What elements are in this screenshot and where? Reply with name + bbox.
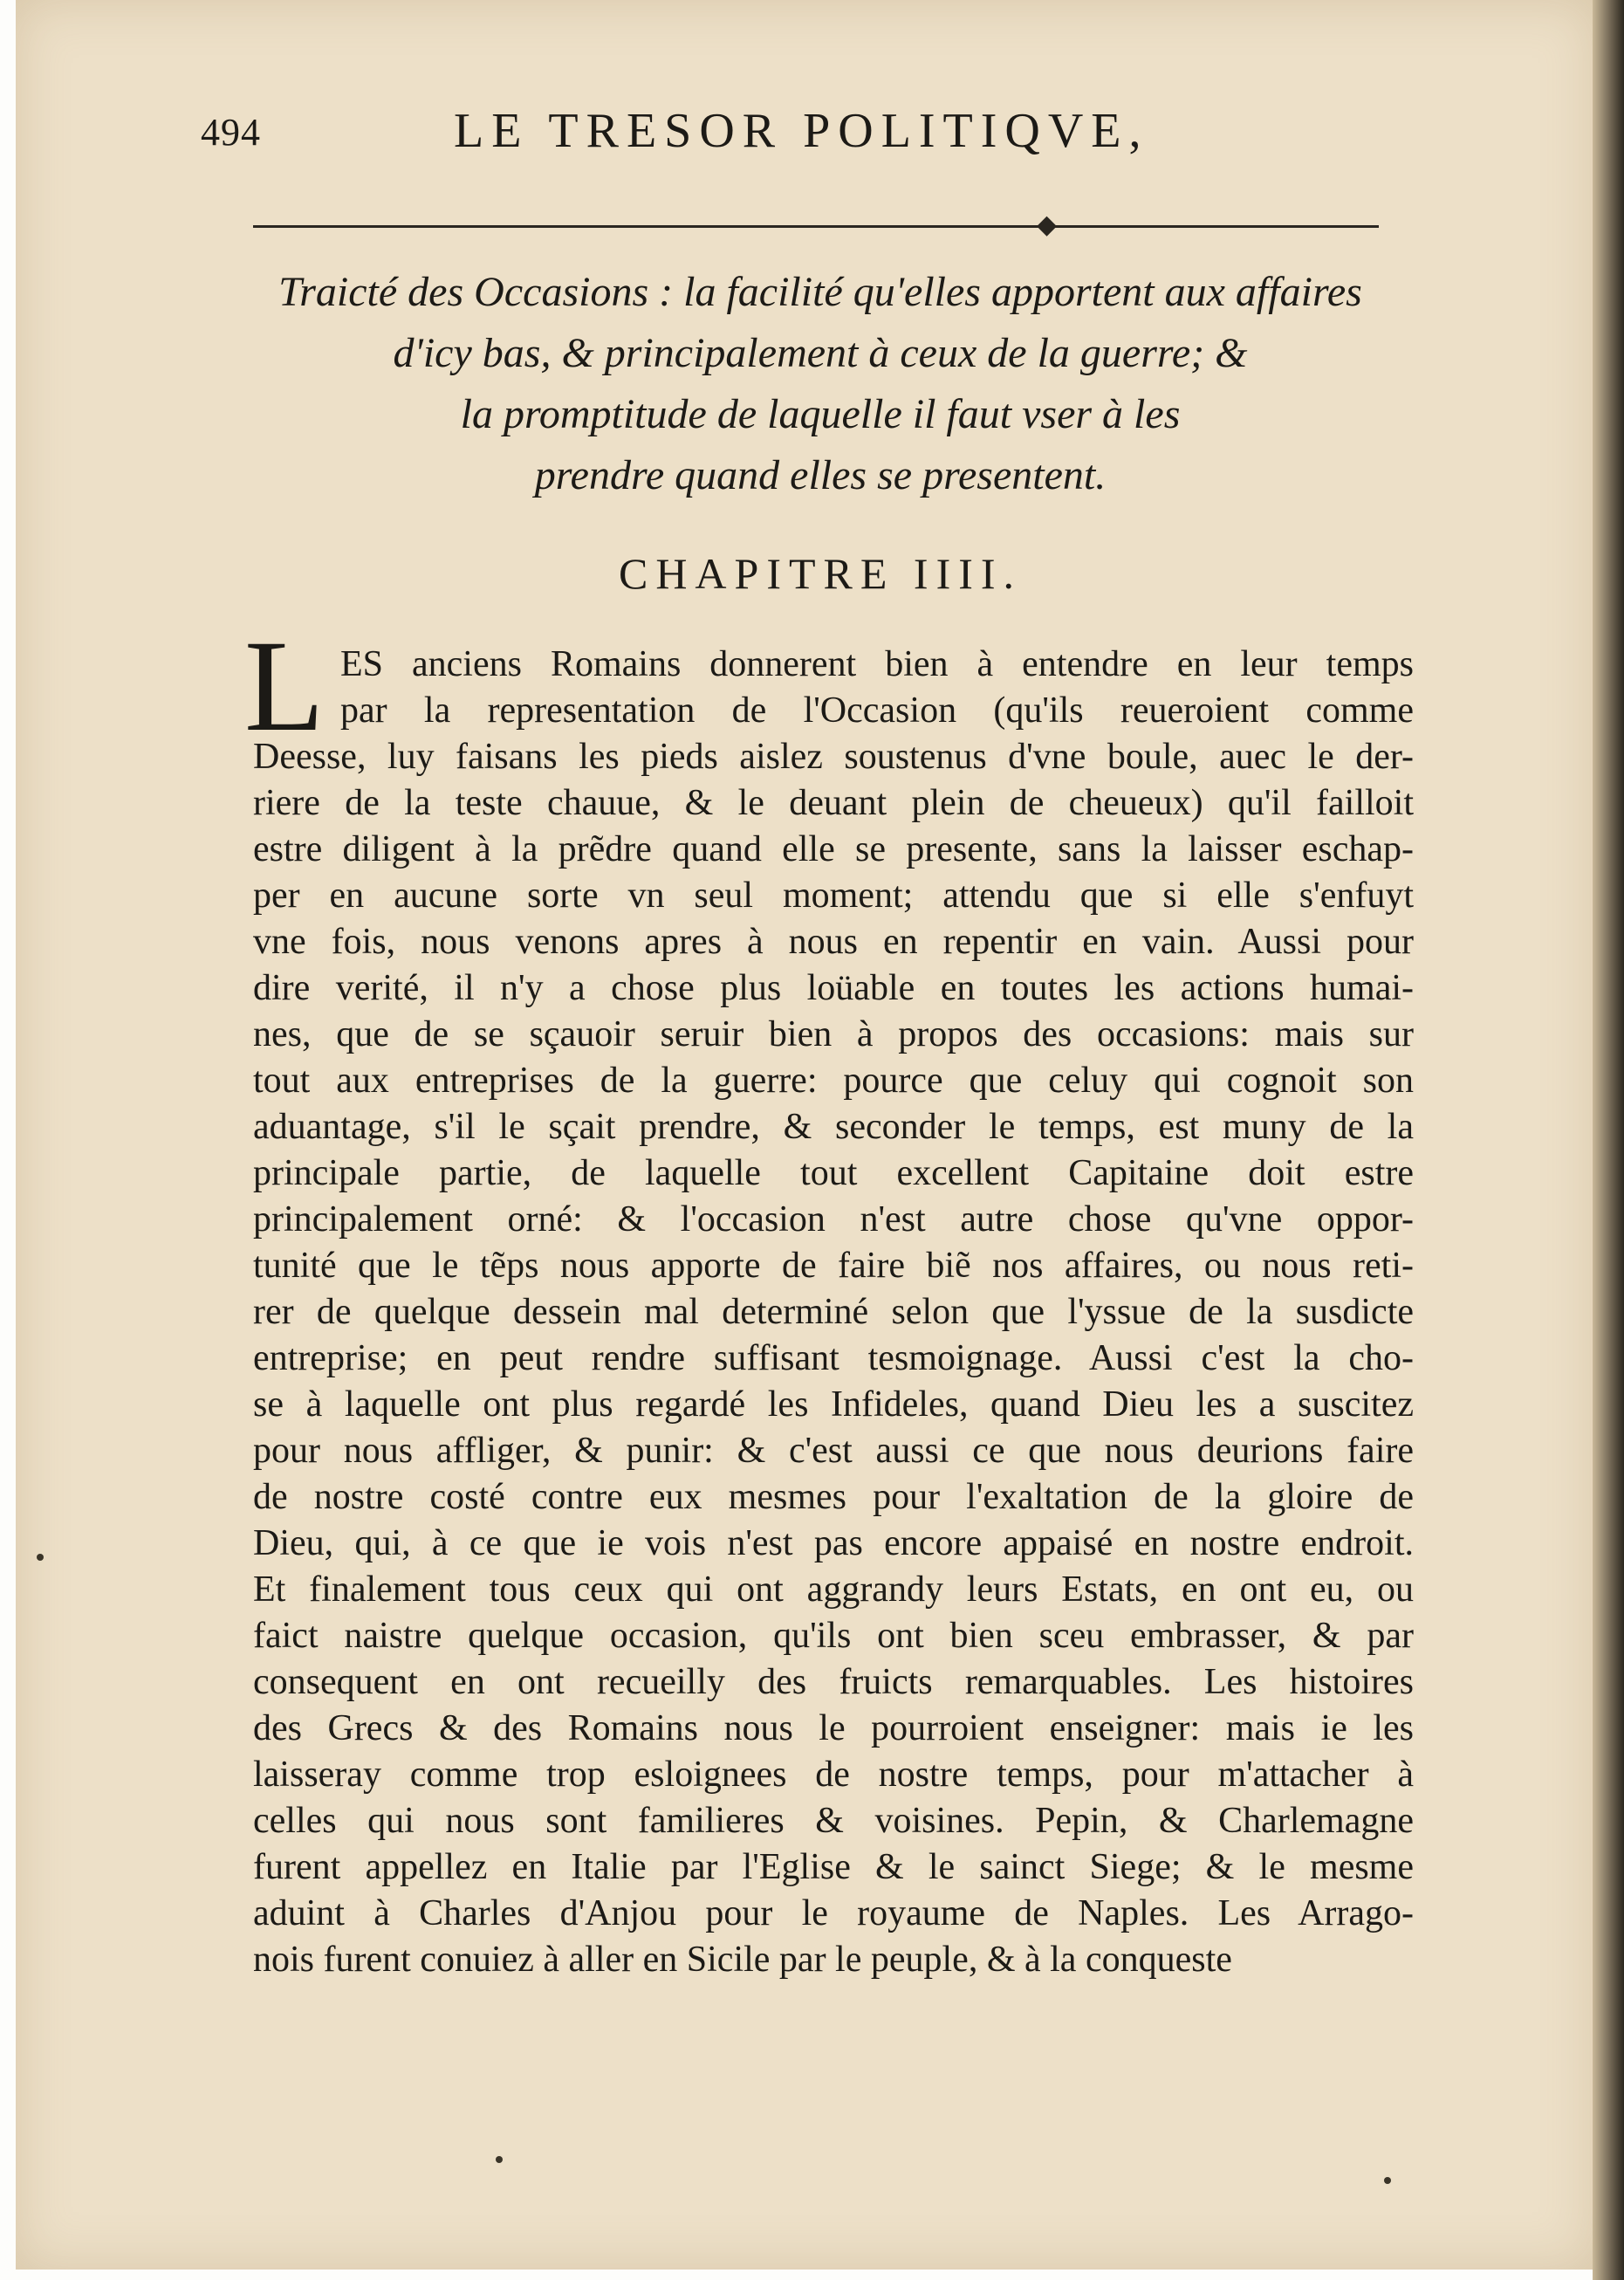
text-line: entreprise; en peut rendre suffisant tesmoignage. Aussi c'est la cho- [253, 1338, 1414, 1378]
text-line: aduantage, s'il le sçait prendre, & seconder le temps, est muny de la [253, 1107, 1414, 1147]
ornament-icon: ◆ [1037, 210, 1058, 239]
text-line: pour nous affliger, & punir: & c'est aussi ce que nous deurions faire [253, 1431, 1414, 1471]
text-line: Et finalement tous ceux qui ont aggrandy leurs Estats, en ont eu, ou [253, 1569, 1414, 1610]
text-line: Deesse, luy faisans les pieds aislez soustenus d'vne boule, auec le der- [253, 737, 1414, 777]
ink-speck [1384, 2177, 1391, 2184]
text-line: per en aucune sorte vn seul moment; attendu que si elle s'enfuyt [253, 876, 1414, 916]
chapter-summary [227, 262, 1414, 506]
summary-line: Traicté des Occasions : la facilité qu'elles apportent aux affaires [278, 269, 1362, 315]
text-line: nois furent conuiez à aller en Sicile par le peuple, & à la conqueste [253, 1940, 1232, 1980]
text-line: se à laquelle ont plus regardé les Infideles, quand Dieu les a suscitez [253, 1384, 1414, 1425]
text-line: tunité que le tẽps nous apporte de faire biẽ nos affaires, ou nous reti- [253, 1246, 1414, 1286]
text-line: faict naistre quelque occasion, qu'ils ont bien sceu embrasser, & par [253, 1616, 1414, 1656]
summary-line: prendre quand elles se presentent. [534, 452, 1107, 498]
text-line: furent appellez en Italie par l'Eglise & le sainct Siege; & le mesme [253, 1847, 1414, 1887]
book-binding-edge [1593, 0, 1624, 2280]
page-number: 494 [201, 111, 261, 154]
drop-cap: L [244, 614, 325, 759]
text-line: Dieu, qui, à ce que ie vois n'est pas encore appaisé en nostre endroit. [253, 1523, 1414, 1563]
ink-speck [37, 1554, 44, 1561]
ink-speck [496, 2156, 503, 2163]
body-text [244, 614, 1414, 1983]
text-line: ES anciens Romains donnerent bien à entendre en leur temps [340, 644, 1414, 684]
summary-line: la promptitude de laquelle il faut vser à les [460, 391, 1181, 437]
text-line: estre diligent à la prẽdre quand elle se presente, sans la laisser eschap- [253, 829, 1414, 869]
summary-line: d'icy bas, & principalement à ceux de la guerre; & [393, 330, 1248, 376]
text-line: celles qui nous sont familieres & voisines. Pepin, & Charlemagne [253, 1801, 1414, 1841]
text-line: riere de la teste chauue, & le deuant plein de cheueux) qu'il failloit [253, 783, 1414, 823]
running-head [175, 103, 1396, 173]
text-line: laisseray comme trop esloignees de nostre temps, pour m'attacher à [253, 1755, 1414, 1795]
text-line: consequent en ont recueilly des fruicts remarquables. Les histoires [253, 1662, 1414, 1702]
text-line: de nostre costé contre eux mesmes pour l'exaltation de la gloire de [253, 1477, 1414, 1517]
text-line: nes, que de se sçauoir seruir bien à propos des occasions: mais sur [253, 1014, 1414, 1054]
text-line: tout aux entreprises de la guerre: pource que celuy qui cognoit son [253, 1061, 1414, 1101]
text-line: aduint à Charles d'Anjou pour le royaume de Naples. Les Arrago- [253, 1893, 1414, 1933]
text-line: rer de quelque dessein mal determiné selon que l'yssue de la susdicte [253, 1292, 1414, 1332]
text-line: dire verité, il n'y a chose plus loüable en toutes les actions humai- [253, 968, 1414, 1008]
text-line: principale partie, de laquelle tout excellent Capitaine doit estre [253, 1153, 1414, 1193]
text-line: vne fois, nous venons apres à nous en repentir en vain. Aussi pour [253, 922, 1414, 962]
chapter-heading: CHAPITRE IIII. [618, 549, 1023, 598]
running-title: LE TRESOR POLITIQVE, [454, 104, 1149, 158]
text-line: principalement orné: & l'occasion n'est autre chose qu'vne oppor- [253, 1199, 1414, 1240]
text-line: par la representation de l'Occasion (qu'ils reueroient comme [340, 690, 1414, 731]
text-line: des Grecs & des Romains nous le pourroient enseigner: mais ie les [253, 1708, 1414, 1748]
header-rule [253, 225, 1379, 228]
